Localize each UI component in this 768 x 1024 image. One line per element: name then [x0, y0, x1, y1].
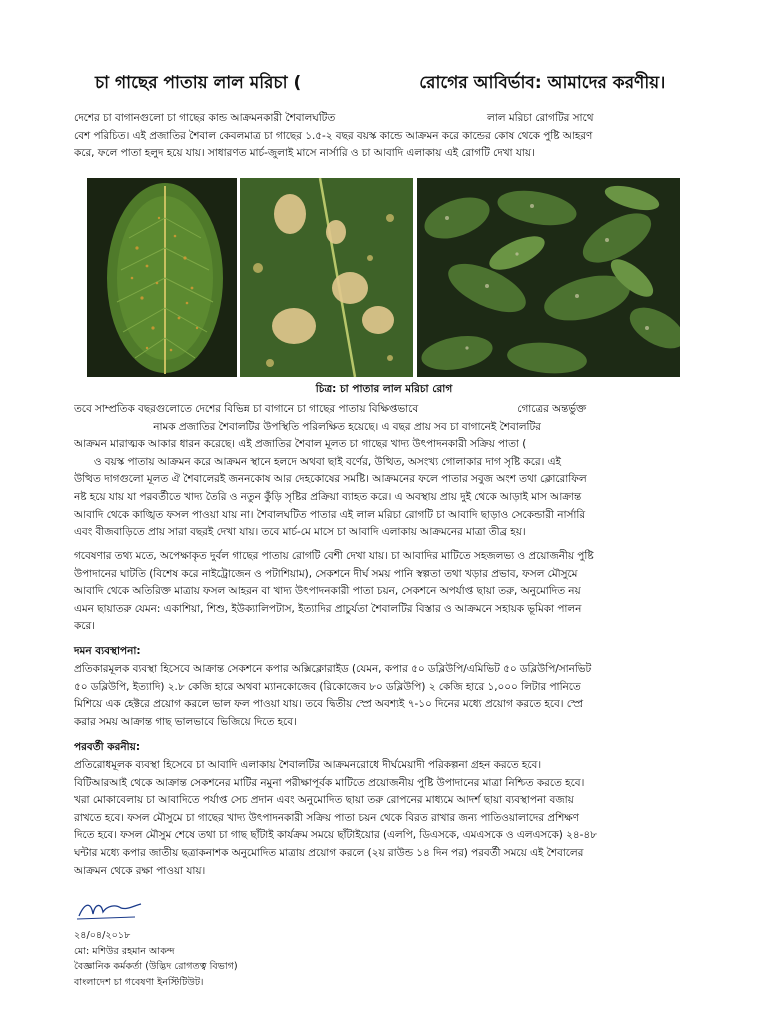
text-line: বিটিআরআই থেকে আক্রান্ত সেকশনের মাটির নমুনা পরীক্ষাপূর্বক মাটিতে প্রয়োজনীয় পুষ্টি উপাদানের মাত্রা নিশ্চিত করতে হবে।: [74, 776, 585, 789]
text-line: দেশের চা বাগানগুলো চা গাছের কান্ড আক্রমনকারী শৈবালঘটিত লাল মরিচা রোগটির সাথে: [74, 112, 594, 124]
title-right: রোগের আবির্ভাব: আমাদের করণীয়।: [419, 73, 666, 93]
text-line: রাখতে হবে। ফসল মৌসুমে চা গাছের খাদ্য উৎপাদনকারী সক্রিয় পাতা চয়ন থেকে বিরত রাখার জন্য পাতিওয়ালাদের প্রশিক্ষণ: [74, 811, 579, 824]
text-line: আবাদি থেকে অতিরিক্ত মাত্রায় ফসল আহরন বা খাদ্য উৎপাদনকারী পাতা চয়ন, সেকশনে অপর্যাপ্ত ছায়া তরু, অনুমোদিত নয়: [74, 585, 581, 598]
author-block: [74, 928, 238, 990]
next-steps-paragraph: [74, 757, 696, 880]
author-designation: বৈজ্ঞানিক কর্মকর্তা (উদ্ভিদ রোগতত্ব বিভাগ): [74, 961, 238, 973]
page-title: [95, 70, 695, 98]
text-line: নামক প্রজাতির শৈবালটির উপস্থিতি পরিলক্ষিত হয়েছে। এ বছর প্রায় সব চা বাগানেই শৈবালটির: [74, 420, 541, 433]
date: ২৪/০৪/২০১৮: [74, 930, 131, 941]
control-paragraph: [74, 661, 696, 731]
intro-paragraph: [74, 110, 696, 163]
signature: [75, 896, 145, 922]
text-line: গবেষণার তথ্য মতে, অপেক্ষাকৃত দুর্বল গাছের পাতায় রোগটি বেশী দেখা যায়। চা আবাদির মাটিতে সহজলভ্য ও প্রয়োজনীয় পুষ্টি: [74, 550, 594, 562]
text-line: নষ্ট হয়ে যায় যা পরবর্তীতে খাদ্য তৈরি ও নতুন কুঁড়ি সৃষ্টির প্রক্রিয়া ব্যাহত করে। এ অবস্থায় প্রায় দুই থেকে আড়াই মাস আক্রান্ত: [74, 490, 582, 503]
text-line: করে, ফলে পাতা হলুদ হয়ে যায়। সাধারণত মার্চ-জুলাই মাসে নার্সারি ও চা আবাদি এলাকায় এই রোগটি দেখা যায়।: [74, 147, 535, 160]
paragraph-research: [74, 548, 696, 636]
leaf-photo-2: [240, 178, 413, 377]
text-line: খরা মোকাবেলায় চা আবাদিতে পর্যাপ্ত সেচ প্রদান এবং অনুমোদিত ছায়া তরু রোপনের মাধ্যমে আদর্শ ছায়া ব্যবস্থাপনা বজায়: [74, 794, 574, 807]
institute-name: বাংলাদেশ চা গবেষণা ইনস্টিটিউট।: [74, 976, 204, 988]
figure-photos: [87, 178, 680, 377]
figure-caption: চিত্র: চা পাতার লাল মরিচা রোগ: [315, 383, 453, 395]
text-line: ঘন্টার মধ্যে কপার জাতীয় ছত্রাকনাশক অনুমোদিত মাত্রায় প্রয়োগ করলে (২য় রাউন্ড ১৪ দিন পর) পরবর্তী সময়ে এই শৈবালের: [74, 846, 584, 859]
text-line: তবে সাম্প্রতিক বছরগুলোতে দেশের বিভিন্ন চা বাগানে চা গাছের পাতায় বিক্ষিপ্তভাবে গোত্রের অন্তর্ভুক্ত: [74, 403, 587, 415]
tea-bush-photo: [417, 178, 680, 377]
text-line: ৫০ ডব্লিউপি, ইত্যাদি) ২.৮ কেজি হারে অথবা ম্যানকোজেব (রিকোজেব ৮০ ডব্লিউপি) ২ কেজি হারে ১,০০০ লিটার পানিতে: [74, 680, 581, 693]
text-line: করার সময় আক্রান্ত গাছ ভালভাবে ভিজিয়ে দিতে হবে।: [74, 715, 297, 728]
text-line: দিতে হবে। ফসল মৌসুম শেষে তথা চা গাছ ছাঁটাই কার্যক্রম সময়ে ছাঁটাইয়োর (এলপি, ডিএসকে, এমএসকে ও এলএসকে) ২৪-৪৮: [74, 829, 597, 842]
text-line: উপাদানের ঘাটতি (বিশেষ করে নাইট্রোজেন ও পটাশিয়াম), সেকশনে দীর্ঘ সময় পানি স্বল্পতা তথা খড়ার প্রভাব, ফসল মৌসুমে: [74, 567, 578, 580]
leaf-photo-1: [87, 178, 237, 377]
author-name: মো: মশিউর রহমান আকন্দ: [74, 945, 175, 957]
text-line: উত্থিত দাগগুলো মূলত ঐ শৈবালেরই জননকোষ আর দেহকোষের সমষ্টি। আক্রমনের ফলে পাতার সবুজ অংশ তথা ক্লোরোফিল: [74, 473, 587, 486]
text-line: আবাদি থেকে কাঙ্খিত ফসল পাওয়া যায় না। শৈবালঘটিত পাতার এই লাল মরিচা রোগটি চা আবাদি ছাড়াও সেকেন্ডারী নার্সারি: [74, 508, 586, 521]
control-heading: দমন ব্যবস্থাপনা:: [74, 645, 141, 657]
text-line: এমন ছায়াতরু যেমন: একাশিয়া, শিশু, ইউক্যালিপটাস, ইত্যাদির প্রাচুর্যতা শৈবালটির বিস্তার ও আক্রমনে সহায়ক ভূমিকা পালন: [74, 602, 582, 615]
next-steps-heading: পরবর্তী করনীয়:: [74, 741, 141, 753]
text-line: প্রতিরোধমূলক ব্যবস্থা হিসেবে চা আবাদি এলাকায় শৈবালটির আক্রমনরোধে দীর্ঘমেয়াদী পরিকল্পনা গ্রহন করতে হবে।: [74, 759, 542, 771]
text-line: এবং বীজবাড়িতে প্রায় সারা বছরই দেখা যায়। তবে মার্চ-মে মাসে চা আবাদি এলাকায় আক্রমনের মাত্রা তীব্র হয়।: [74, 526, 526, 539]
text-line: ও বয়স্ক পাতায় আক্রমন করে আক্রমন স্থানে হলদে অথবা ছাই বর্ণের, উত্থিত, অসংখ্য গোলাকার দাগ সৃষ্টি করে। এই: [74, 455, 561, 468]
title-left: চা গাছের পাতায় লাল মরিচা (: [95, 73, 302, 93]
paragraph-recent-years: [74, 401, 696, 542]
text-line: প্রতিকারমূলক ব্যবস্থা হিসেবে আক্রান্ত সেকশনে কপার অক্সিক্লোরাইড (যেমন, কপার ৫০ ডব্লিউপি/এমিভিট ৫০ ডব্লিউপি/সানভিট: [74, 663, 592, 675]
text-line: বেশ পরিচিত। এই প্রজাতির শৈবাল কেবলমাত্র চা গাছের ১.৫-২ বছর বয়স্ক কান্ডে আক্রমন করে কান্ডের কোষ থেকে পুষ্টি আহরণ: [74, 129, 593, 142]
text-line: করে।: [74, 620, 95, 633]
text-line: আক্রমন মারাত্মক আকার ধারন করেছে। এই প্রজাতির শৈবাল মূলত চা গাছের খাদ্য উৎপাদনকারী সক্রিয় পাতা (: [74, 438, 527, 451]
text-line: মিশিয়ে এক হেক্টরে প্রয়োগ করলে ভাল ফল পাওয়া যায়। তবে দ্বিতীয় স্প্রে অবশ্যই ৭-১০ দিনের মধ্যে প্রয়োগ করতে হবে। স্প্রে: [74, 698, 583, 711]
text-line: আক্রমন থেকে রক্ষা পাওয়া যায়।: [74, 864, 206, 877]
